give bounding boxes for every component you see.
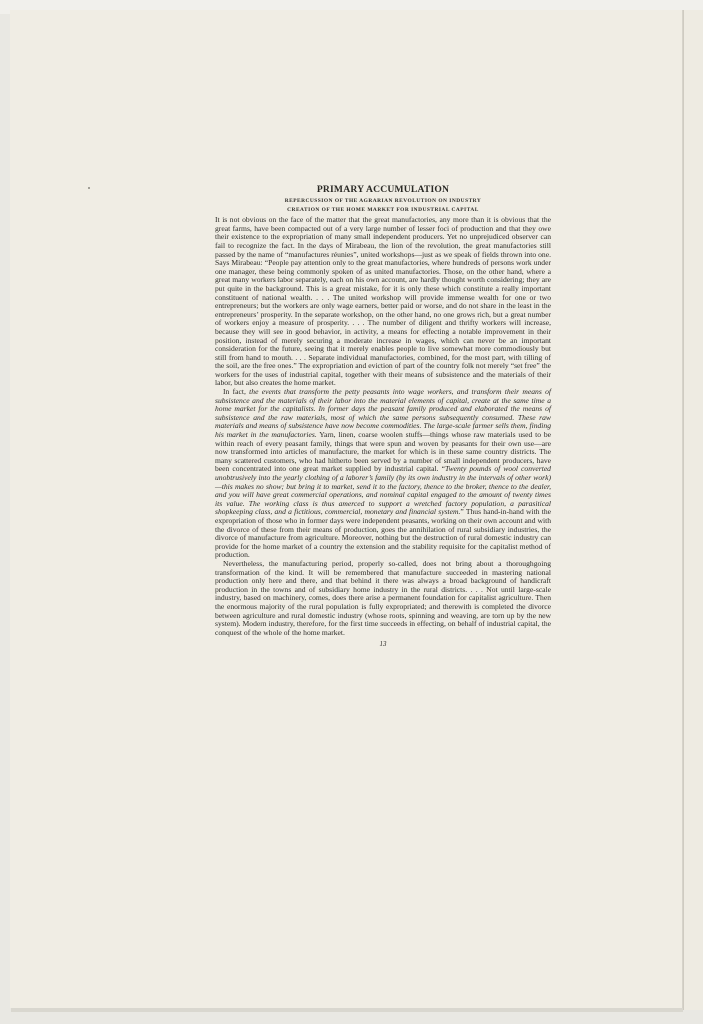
text-run: Yarn, linen, coarse woolen stuffs—things whose raw materials used to be within reach of every peasant family, things that were spun and woven by peasants for their own use—are now transformed into articles of manufacture, the market for which is in these same country districts. The many scattered customers, who had hitherto been served by a number of small independent producers, have been concentrated into one great market supplied by industrial capital. “ <box>215 430 551 474</box>
subtitle-home-market: CREATION OF THE HOME MARKET FOR INDUSTRIAL CAPITAL <box>287 206 479 213</box>
page-number: 13 <box>379 640 387 649</box>
text-run: ” Thus hand-in-hand with the expropriation of those who in former days were independent peasants, working on their own account and with the divorce of these from their means of production, goes the annihilation of rural subsidiary industries, the divorce of manufacture from agriculture. Moreover, nothing but the destruction of rural domestic industry can provide for the home market of a country the extension and the stability requisite for the capitalist method of production. <box>215 507 551 560</box>
paper-speck <box>88 187 90 189</box>
text-run: Nevertheless, the manufacturing period, properly so-called, does not bring about a thoroughgoing transformation of the kind. It will be remembered that manufacture succeeded in mastering national production only here and there, and that behind it there was always a broad background of handicraft production in the towns and of subsidiary home industry in the rural districts. . . . Not until large-scale industry, based on machinery, comes, does there arise a permanent foundation for capitalist agriculture. Then the enormous majority of the rural population is fully expropriated; and therewith is completed the divorce between agriculture and rural domestic industry (whose roots, spinning and weaving, are torn up by the new system). Modern industry, therefore, for the first time succeeds in effecting, on behalf of industrial capital, the conquest of the whole of the home market. <box>215 558 551 637</box>
subtitle-agrarian-revolution: REPERCUSSION OF THE AGRARIAN REVOLUTION ON INDUSTRY <box>284 198 482 204</box>
body-text <box>215 216 551 637</box>
text-run: In fact, <box>223 387 250 397</box>
italic-run: Twenty pounds of wool converted unobtrusively into the yearly clothing of a laborer’s family (by its own industry in the intervals of other work)—this makes no show; but bring it to market, send it to the factory, thence to the broker, thence to the dealer, and you will have great commercial operations, and nominal capital engaged to the amount of twenty times its value. The working class is thus amerced to support a wretched factory population, a parasitical shopkeeping class, and a fictitious, commercial, monetary and financial system. <box>215 464 551 517</box>
paragraph <box>215 388 551 560</box>
paragraph <box>215 560 551 637</box>
text-run: It is not obvious on the face of the matter that the great manufactories, any more than it is obvious that the great farms, have been compacted out of a very large number of lesser foci of production and that they owe their existence to the expropriation of many small independent producers. Yet no unprejudiced observer can fail to recognize the fact. In the days of Mirabeau, the lion of the revolution, the great manufactories still passed by the name of “manufactures réunies”, united workshops—just as we speak of fields thrown into one. Says Mirabeau: “People pay attention only to the great manufactories, where hundreds of persons work under one manager, these being commonly spoken of as united manufactories. Those, on the other hand, where a great many workers labor separately, each on his own account, are hardly thought worth considering; they are put quite in the background. This is a great mistake, for it is only these which constitute a really important constituent of national wealth. . . . The united workshop will provide immense wealth for one or two entrepreneurs; but the workers are only wage earners, better paid or worse, and do not share in the least in the entrepreneurs’ prosperity. In the separate workshop, on the other hand, no one grows rich, but a great number of workers enjoy a measure of prosperity. . . . The number of diligent and thrifty workers will increase, because they will see in good behavior, in activity, a means for effecting a notable improvement in their position, instead of merely securing a moderate increase in wages, which can never be an important consideration for the future, seeing that it merely enables people to live somewhat more commodiously but still from hand to mouth. . . . Separate individual manufactories, combined, for the most part, with tilling of the soil, are the free ones.” The expropriation and eviction of part of the country folk not merely “set free” the workers for the uses of industrial capital, together with their means of subsistence and the materials of their labor, but also creates the home market. <box>215 215 551 388</box>
italic-run: the events that transform the petty peasants into wage workers, and transform their means of subsistence and the materials of their labor into the material elements of capital, create at the same time a home market for the capitalists. In former days the peasant family produced and elaborated the means of subsistence and the raw materials, most of which the same persons subsequently consumed. These raw materials and means of subsistence have now become commodities. The large-scale farmer sells them, finding his market in the manufactories. <box>215 387 551 440</box>
paragraph <box>215 216 551 388</box>
page-title: PRIMARY ACCUMULATION <box>316 184 450 195</box>
text-block <box>215 184 551 649</box>
adjacent-page-edge <box>683 10 703 1010</box>
